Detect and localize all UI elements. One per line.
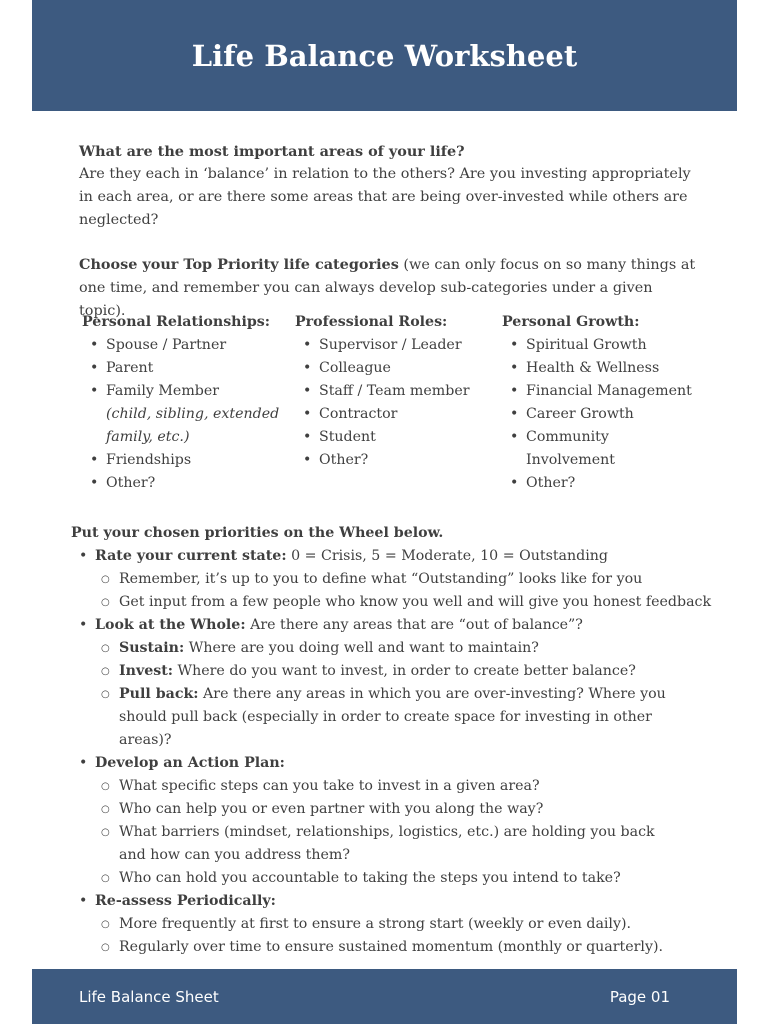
intro-section xyxy=(79,140,699,232)
sub-item xyxy=(95,683,684,752)
wheel-instructions xyxy=(71,522,731,959)
sub-item: ○ Remember, it’s up to you to define what “Outstanding” looks like for you xyxy=(95,568,731,591)
step-label: Rate your current state: xyxy=(95,548,287,564)
category-personal-growth xyxy=(502,311,707,495)
wheel-title: Put your chosen priorities on the Wheel below. xyxy=(71,525,444,541)
family-note: (child, sibling, extended family, etc.) xyxy=(106,406,280,445)
list-item: • Other? xyxy=(295,449,495,472)
sub-item: ○ Who can help you or even partner with you along the way? xyxy=(95,798,731,821)
list-item: • Health & Wellness xyxy=(502,357,707,380)
sub-text: Where are you doing well and want to maintain? xyxy=(184,640,539,656)
sub-item: ○ Regularly over time to ensure sustained momentum (monthly or quarterly). xyxy=(95,936,731,959)
sub-item: ○ What specific steps can you take to invest in a given area? xyxy=(95,775,731,798)
list-item: • Other? xyxy=(82,472,292,495)
list-item: • Friendships xyxy=(82,449,292,472)
step-rate xyxy=(71,545,731,614)
step-label: Re-assess Periodically: xyxy=(95,893,276,909)
list-item: • Staff / Team member xyxy=(295,380,495,403)
category-professional-roles xyxy=(295,311,495,472)
sub-item xyxy=(95,660,731,683)
sub-text: Are there any areas in which you are over-investing? Where you should pull back (especially in order to create space for investing in other areas)? xyxy=(119,686,666,748)
step-look xyxy=(71,614,731,752)
list-item: • Spouse / Partner xyxy=(82,334,292,357)
sub-text: Where do you want to invest, in order to create better balance? xyxy=(173,663,636,679)
category-title: Personal Growth: xyxy=(502,314,640,330)
list-item: • Career Growth xyxy=(502,403,707,426)
step-label: Develop an Action Plan: xyxy=(95,755,285,771)
list-item: • Financial Management xyxy=(502,380,707,403)
sub-item xyxy=(95,637,731,660)
page-number: Page 01 xyxy=(609,988,670,1006)
category-title: Personal Relationships: xyxy=(82,314,271,330)
list-item: • Community Involvement xyxy=(502,426,636,472)
page-title: Life Balance Worksheet xyxy=(191,38,578,73)
intro-question: What are the most important areas of your life? xyxy=(79,143,465,160)
sub-label: Pull back: xyxy=(119,686,199,702)
choose-rest: (we can only focus on so many things at one time, and remember you can always develop sub-categories under a given topic). xyxy=(79,257,696,319)
sub-label: Sustain: xyxy=(119,640,185,656)
list-item xyxy=(82,380,292,449)
list-item: • Supervisor / Leader xyxy=(295,334,495,357)
step-label: Look at the Whole: xyxy=(95,617,246,633)
list-item: • Other? xyxy=(502,472,707,495)
list-item: • Student xyxy=(295,426,495,449)
list-item: • Contractor xyxy=(295,403,495,426)
list-item: • Parent xyxy=(82,357,292,380)
list-item: • Spiritual Growth xyxy=(502,334,707,357)
sub-item: ○ Get input from a few people who know you well and will give you honest feedback xyxy=(95,591,731,614)
step-text: Are there any areas that are “out of balance”? xyxy=(245,617,583,633)
footer-title: Life Balance Sheet xyxy=(79,988,219,1006)
category-title: Professional Roles: xyxy=(295,314,448,330)
intro-text: Are they each in ‘balance’ in relation to the others? Are you investing appropriately in each area, or are there some areas that are being over-invested while others are neglected? xyxy=(79,166,691,228)
sub-label: Invest: xyxy=(119,663,173,679)
choose-bold: Choose your Top Priority life categories xyxy=(79,256,399,273)
sub-item: ○ Who can hold you accountable to taking the steps you intend to take? xyxy=(95,867,731,890)
step-plan xyxy=(71,752,731,890)
sub-item: ○ What barriers (mindset, relationships, logistics, etc.) are holding you back and how can you address them? xyxy=(95,821,679,867)
header-banner xyxy=(32,0,737,111)
step-text: 0 = Crisis, 5 = Moderate, 10 = Outstanding xyxy=(286,548,608,564)
footer-bar xyxy=(32,969,737,1024)
category-personal-relationships xyxy=(82,311,292,495)
step-reassess xyxy=(71,890,731,959)
list-item: • Colleague xyxy=(295,357,495,380)
sub-item: ○ More frequently at first to ensure a strong start (weekly or even daily). xyxy=(95,913,731,936)
list-item-label: Family Member xyxy=(106,383,220,399)
